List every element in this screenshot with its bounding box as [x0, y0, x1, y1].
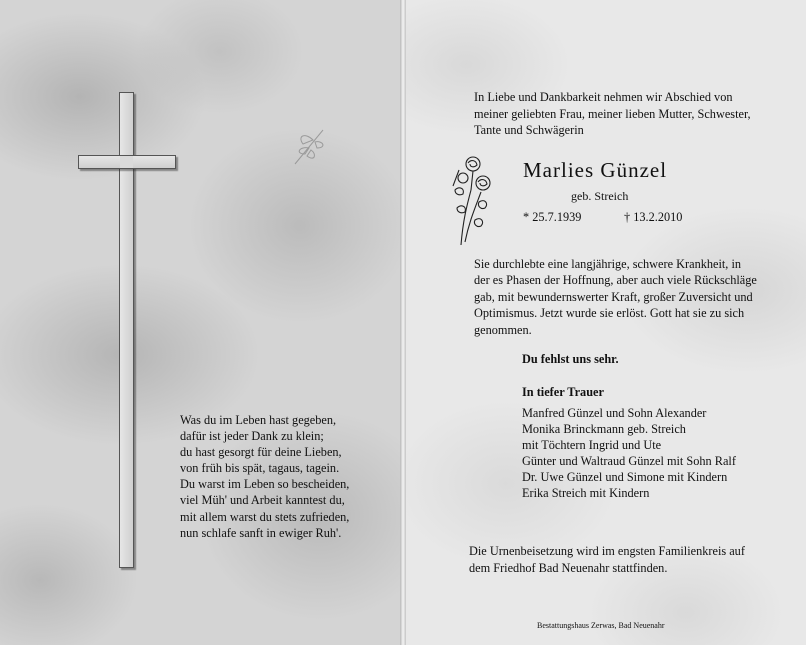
body-line: Sie durchlebte eine langjährige, schwere Krankheit, in: [474, 257, 742, 271]
funeral-home: Bestattungshaus Zerwas, Bad Neuenahr: [537, 621, 665, 630]
mourner-line: Monika Brinckmann geb. Streich: [522, 422, 686, 437]
poem-line: viel Müh' und Arbeit kanntest du,: [180, 493, 345, 508]
intro-line: In Liebe und Dankbarkeit nehmen wir Abschied von: [474, 90, 733, 104]
deceased-name: Marlies Günzel: [523, 158, 668, 182]
mourners-list: [522, 405, 802, 502]
mourner-line: Dr. Uwe Günzel und Simone mit Kindern: [522, 470, 728, 485]
body-line: der es Phasen der Hoffnung, aber auch viele Rückschläge: [474, 273, 757, 288]
poem-line: dafür ist jeder Dank zu klein;: [180, 429, 324, 444]
body-line: Optimismus. Jetzt wurde sie erlöst. Gott hat sie zu sich: [474, 306, 745, 321]
birth-date: * 25.7.1939: [523, 210, 582, 224]
poem-line: Was du im Leben hast gegeben,: [180, 413, 337, 427]
intro-line: Tante und Schwägerin: [474, 123, 584, 137]
body-text: [474, 256, 799, 338]
rose-icon: [449, 150, 495, 246]
poem-line: von früh bis spät, tagaus, tagein.: [180, 461, 340, 476]
cross-joint: [120, 156, 133, 168]
mourner-line: Manfred Günzel und Sohn Alexander: [522, 406, 707, 420]
mourner-line: mit Töchtern Ingrid und Ute: [522, 438, 662, 453]
left-page: [0, 0, 400, 645]
poem-line: Du warst im Leben so bescheiden,: [180, 477, 350, 492]
mourner-line: Erika Streich mit Kindern: [522, 486, 650, 501]
poem-line: du hast gesorgt für deine Lieben,: [180, 445, 342, 460]
poem: [180, 412, 385, 541]
body-line: gab, mit bewundernswerter Kraft, großer Zuversicht und: [474, 289, 753, 304]
body-line: genommen.: [474, 322, 532, 337]
urn-burial-notice: [469, 543, 799, 576]
intro-text: [474, 89, 794, 139]
urn-line: Die Urnenbeisetzung wird im engsten Familienkreis auf: [469, 544, 745, 558]
poem-line: nun schlafe sanft in ewiger Ruh'.: [180, 525, 342, 540]
in-grief-heading: In tiefer Trauer: [522, 385, 604, 399]
miss-you-heading: Du fehlst uns sehr.: [522, 352, 619, 366]
death-date: † 13.2.2010: [624, 210, 683, 224]
dragonfly-icon: [285, 122, 335, 172]
birth-name: geb. Streich: [571, 189, 629, 203]
urn-line: dem Friedhof Bad Neuenahr stattfinden.: [469, 560, 668, 575]
right-page: [406, 0, 806, 645]
mourner-line: Günter und Waltraud Günzel mit Sohn Ralf: [522, 454, 736, 469]
poem-line: mit allem warst du stets zufrieden,: [180, 509, 350, 524]
intro-line: meiner geliebten Frau, meiner lieben Mutter, Schwester,: [474, 106, 751, 121]
